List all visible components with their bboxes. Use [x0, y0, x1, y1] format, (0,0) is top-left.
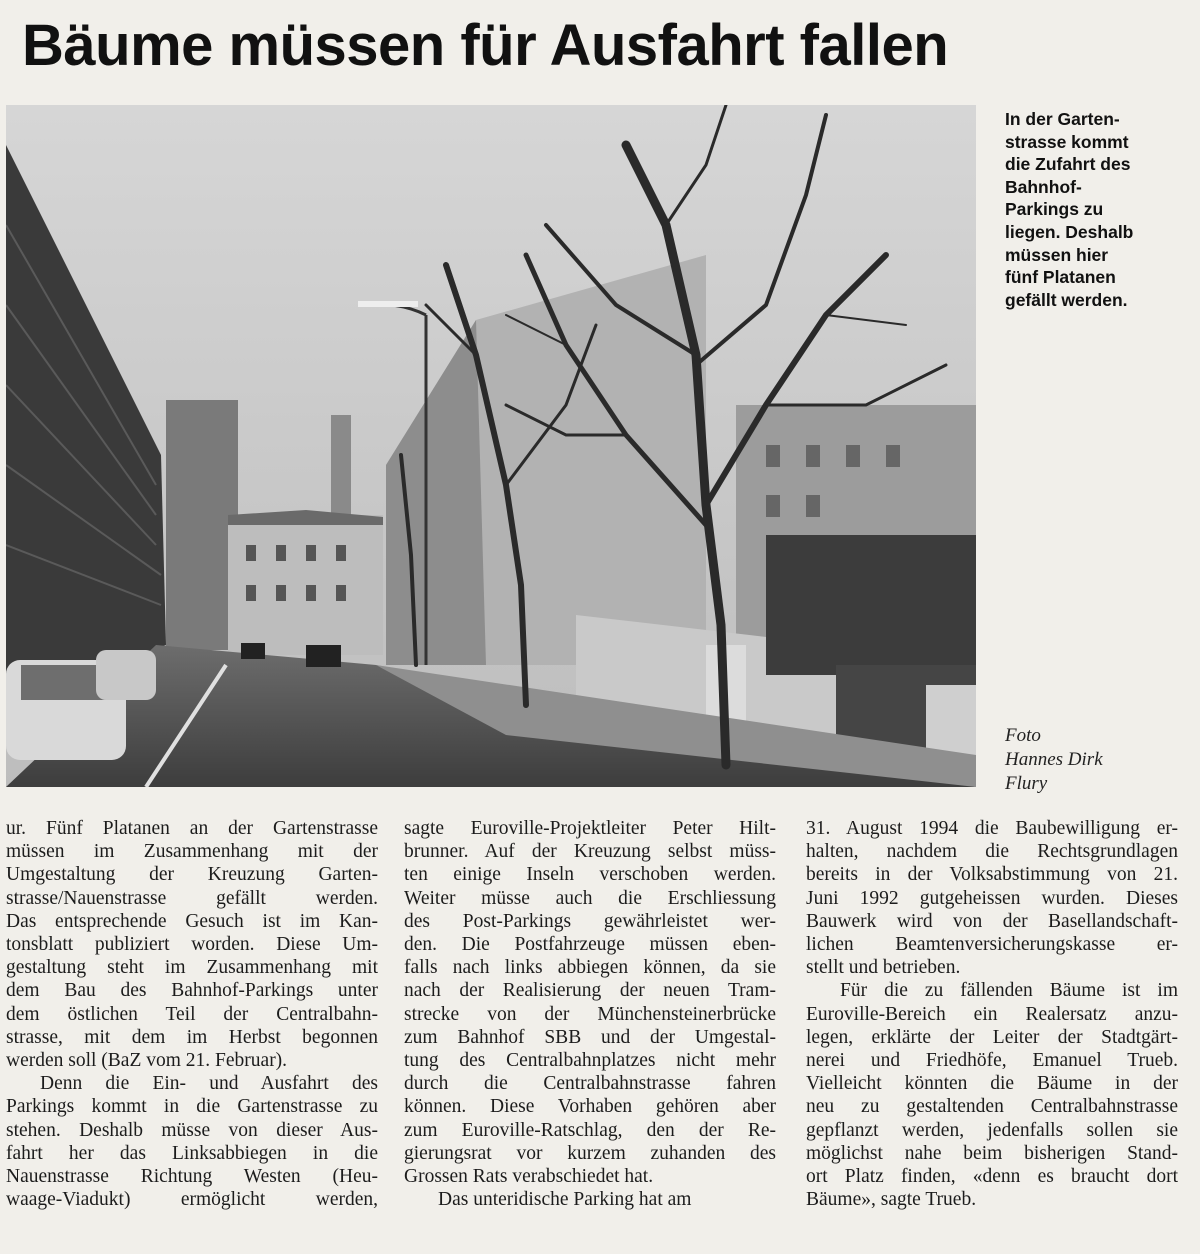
text-line: lichen Beamtenversicherungskasse er- [806, 934, 1178, 956]
text-line: Für die zu fällenden Bäume ist im [840, 980, 1178, 1002]
text-line: Juni 1992 gutgeheissen wurden. Dieses [806, 887, 1178, 909]
text-line: Weiter müsse auch die Erschliessung [404, 887, 776, 909]
text-line: Das unteridische Parking hat am [438, 1189, 692, 1211]
credit-line: Flury [1005, 773, 1048, 794]
credit-line: Foto [1005, 725, 1041, 746]
text-line: strasse, mit dem im Herbst begonnen [6, 1026, 378, 1048]
text-line: Bauwerk wird von der Basellandschaft- [806, 910, 1178, 932]
text-line: ort Platz finden, «denn es braucht dort [806, 1166, 1178, 1188]
credit-line: Hannes Dirk [1005, 749, 1103, 770]
text-line: Denn die Ein- und Ausfahrt des [40, 1073, 378, 1095]
article-column-2 [404, 817, 776, 1211]
text-line: gepflanzt werden, jedenfalls sollen sie [806, 1119, 1178, 1141]
article-column-1 [6, 817, 378, 1211]
text-line: müssen im Zusammenhang mit der [6, 841, 378, 863]
caption-line: In der Garten- [1005, 109, 1120, 129]
text-line: zum Bahnhof SBB und der Umgestal- [404, 1026, 776, 1048]
text-line: legen, erklärte der Leiter der Stadtgärt- [806, 1026, 1178, 1048]
text-line: den. Die Postfahrzeuge müssen eben- [404, 934, 776, 956]
text-line: halten, nachdem die Rechtsgrundlagen [806, 841, 1178, 863]
text-line: Nauenstrasse Richtung Westen (Heu- [6, 1166, 378, 1188]
text-line: Grossen Rats verabschiedet hat. [404, 1166, 654, 1188]
article-column-3 [806, 817, 1178, 1211]
caption-line: Parkings zu [1005, 199, 1104, 220]
text-line: ten einige Inseln verschoben werden. [404, 864, 776, 886]
text-line: Vielleicht könnten die Bäume in der [806, 1073, 1178, 1095]
text-line: zum Euroville-Ratschlag, den der Re- [404, 1119, 776, 1141]
text-line: Parkings kommt in die Gartenstrasse zu [6, 1096, 378, 1118]
text-line: dem östlichen Teil der Centralbahn- [6, 1003, 378, 1025]
text-line: Bäume», sagte Trueb. [806, 1189, 977, 1211]
text-line: ur. Fünf Platanen an der Gartenstrasse [6, 818, 378, 839]
caption-line: strasse kommt [1005, 131, 1129, 152]
caption-line: fünf Platanen [1005, 267, 1116, 288]
text-line: stellt und betrieben. [806, 957, 961, 979]
text-line: waage-Viadukt) ermöglicht werden, [6, 1189, 378, 1211]
caption-line: die Zufahrt des [1005, 154, 1131, 175]
text-line: möglichst nahe beim bisherigen Stand- [806, 1142, 1178, 1164]
text-line: tung des Centralbahnplatzes nicht mehr [404, 1050, 776, 1072]
text-line: brunner. Auf der Kreuzung selbst müss- [404, 841, 776, 863]
text-line: gierungsrat vor kurzem zuhanden des [404, 1142, 776, 1164]
caption-line: gefällt werden. [1005, 289, 1128, 310]
caption-line: müssen hier [1005, 244, 1109, 265]
text-line: Umgestaltung der Kreuzung Garten- [6, 864, 378, 886]
text-line: Das entsprechende Gesuch ist im Kan- [6, 910, 378, 932]
text-line: strasse/Nauenstrasse gefällt werden. [6, 887, 378, 909]
text-line: neu zu gestaltenden Centralbahnstrasse [806, 1096, 1178, 1118]
photo-caption [1005, 108, 1190, 311]
text-line: des Post-Parkings gewährleistet wer- [404, 910, 776, 932]
text-line: bereits in der Volksabstimmung von 21. [806, 864, 1178, 886]
text-line: gestaltung steht im Zusammenhang mit [6, 957, 378, 979]
text-line: 31. August 1994 die Baubewilligung er- [806, 818, 1178, 839]
text-line: dem Bau des Bahnhof-Parkings unter [6, 980, 378, 1002]
text-line: nerei und Friedhöfe, Emanuel Trueb. [806, 1050, 1178, 1072]
headline: Bäume müssen für Ausfahrt fallen [22, 13, 949, 78]
street-photo [6, 105, 976, 787]
photo-credit [1005, 724, 1185, 796]
street-photo-icon [6, 105, 976, 787]
caption-line: liegen. Deshalb [1005, 221, 1134, 242]
text-line: können. Diese Vorhaben gehören aber [404, 1096, 776, 1118]
text-line: nach der Realisierung der neuen Tram- [404, 980, 776, 1002]
text-line: tonsblatt publiziert worden. Diese Um- [6, 934, 378, 956]
caption-line: Bahnhof- [1005, 176, 1082, 197]
text-line: falls nach links abbiegen können, da sie [404, 957, 776, 979]
text-line: sagte Euroville-Projektleiter Peter Hilt- [404, 818, 776, 839]
text-line: strecke von der Münchensteinerbrücke [404, 1003, 776, 1025]
text-line: stehen. Deshalb müsse von dieser Aus- [6, 1119, 378, 1141]
text-line: fahrt her das Linksabbiegen in die [6, 1142, 378, 1164]
text-line: durch die Centralbahnstrasse fahren [404, 1073, 776, 1095]
text-line: werden soll (BaZ vom 21. Februar). [6, 1050, 288, 1072]
text-line: Euroville-Bereich ein Realersatz anzu- [806, 1003, 1178, 1025]
